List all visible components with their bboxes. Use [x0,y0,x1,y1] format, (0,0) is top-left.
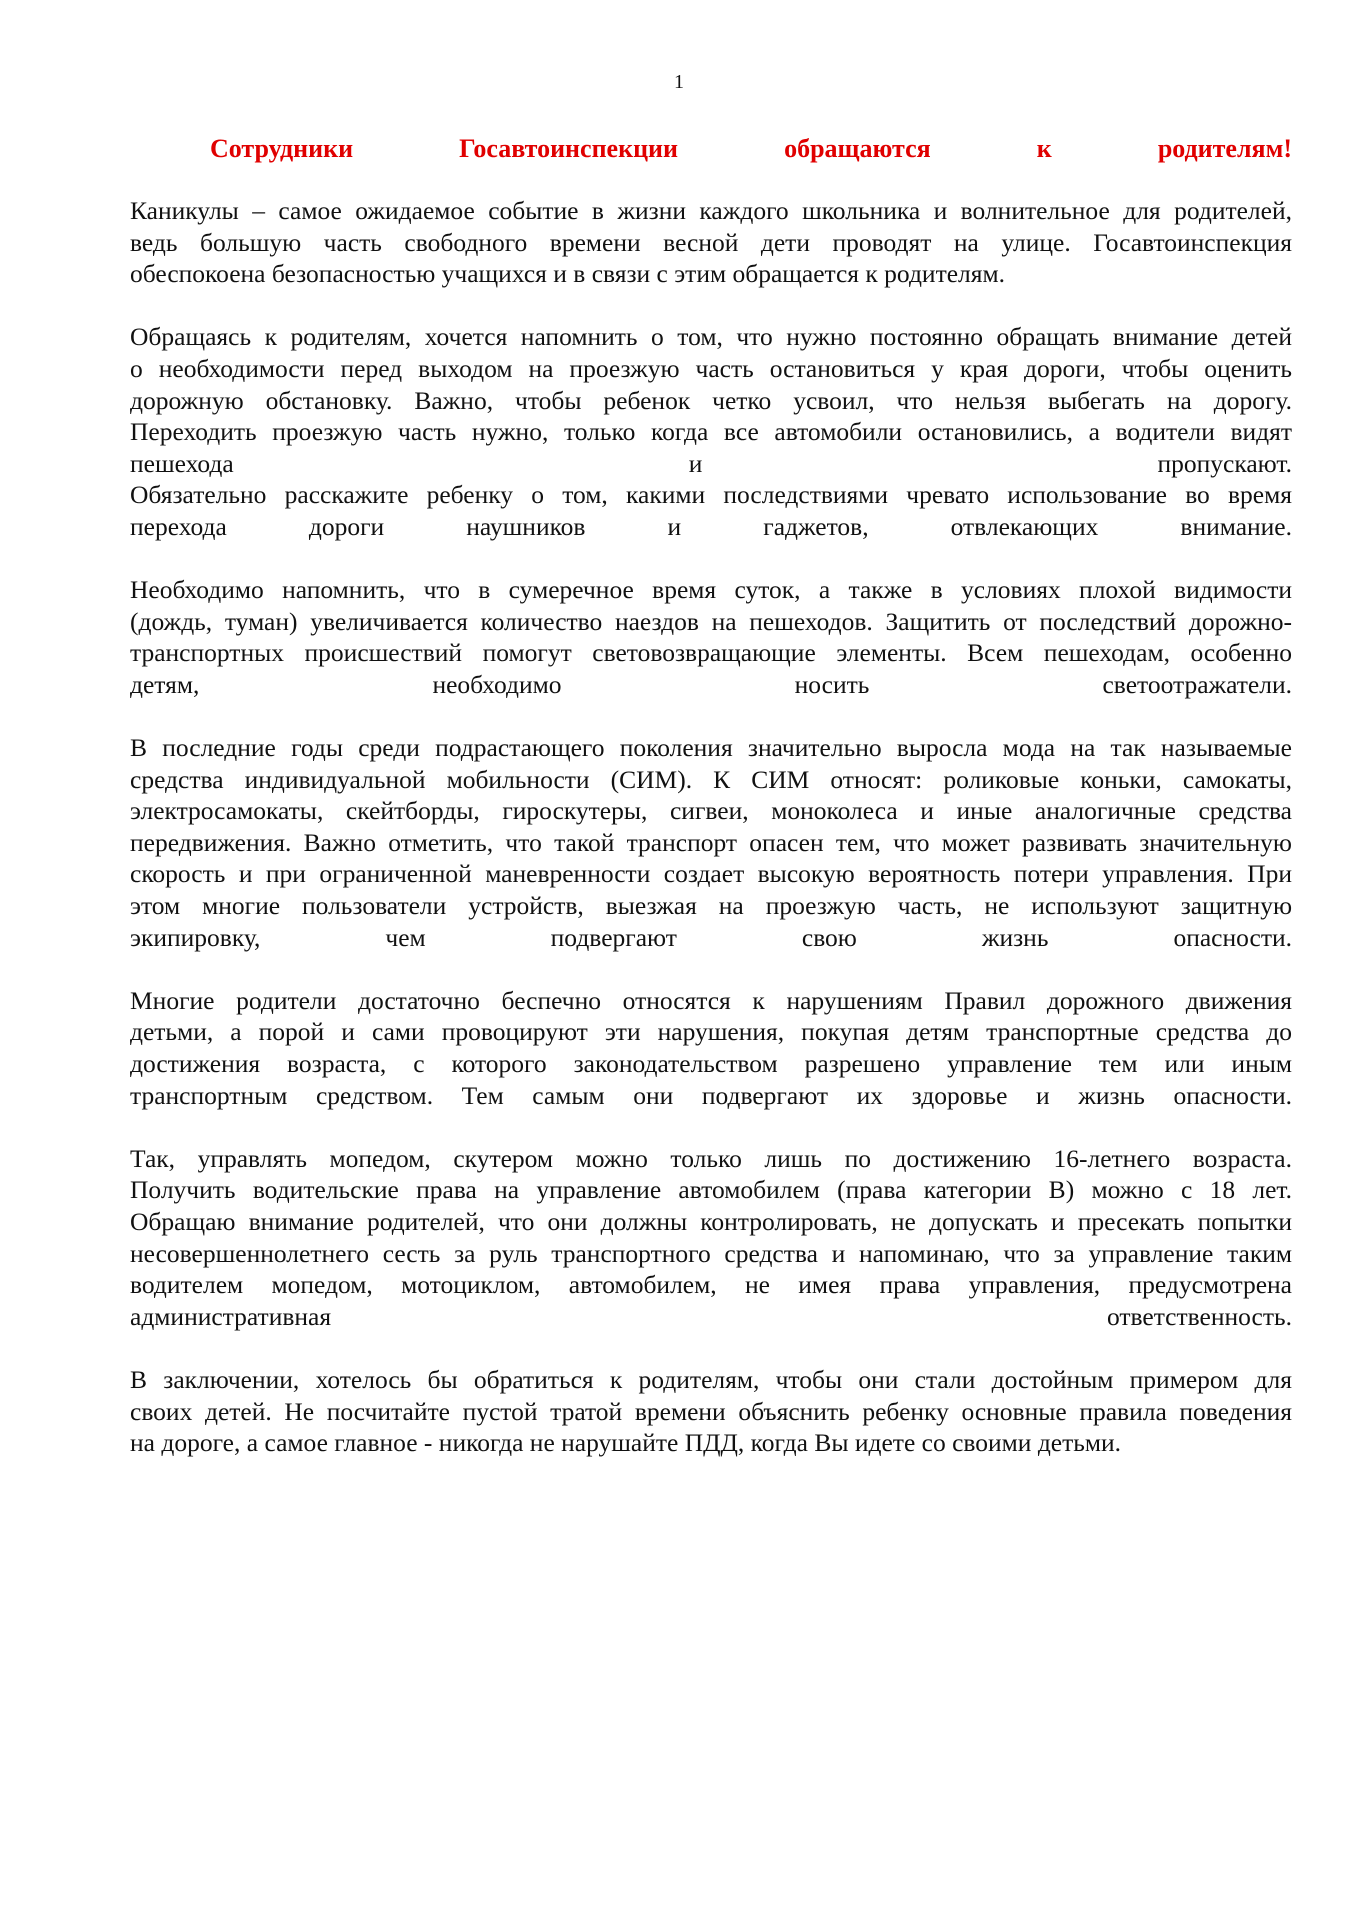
text-line: своих детей. Не посчитайте пустой тратой времени объяснить ребенку основные правила поведения [130,1396,1292,1426]
paragraph [130,321,1292,542]
page-number: 1 [674,71,684,93]
text-line: средства индивидуальной мобильности (СИМ). К СИМ относят: роликовые коньки, самокаты, [130,764,1292,794]
text-line: В последние годы среди подрастающего поколения значительно выросла мода на так называемые [130,733,1292,763]
paragraph [130,195,1292,290]
text-line: скорость и при ограниченной маневренности создает высокую вероятность потери управления. При [130,859,1292,889]
text-line: Обращаю внимание родителей, что они должны контролировать, не допускать и пресекать попытки [130,1207,1292,1236]
text-line: детям, необходимо носить светоотражатели. [130,669,1292,699]
text-line: пешехода и пропускают. [130,448,1292,478]
paragraph [130,1364,1292,1459]
text-line: электросамокаты, скейтборды, гироскутеры, сигвеи, моноколеса и иные аналогичные средства [130,796,1292,826]
page-title: Сотрудники Госавтоинспекции обращаются к родителям! [210,134,1292,163]
paragraph [130,985,1292,1111]
text-line: на дороге, а самое главное - никогда не нарушайте ПДД, когда Вы идете со своими детьми. [130,1428,1122,1458]
text-line: ведь большую часть свободного времени весной дети проводят на улице. Госавтоинспекция [130,227,1292,257]
text-line: Обращаясь к родителям, хочется напомнить о том, что нужно постоянно обращать внимание детей [130,322,1292,352]
text-line: (дождь, туман) увеличивается количество наездов на пешеходов. Защитить от последствий дорожно- [130,606,1292,636]
text-line: Необходимо напомнить, что в сумеречное время суток, а также в условиях плохой видимости [130,575,1292,605]
text-line: водителем мопедом, мотоциклом, автомобилем, не имея права управления, предусмотрена [130,1270,1292,1300]
text-line: Каникулы – самое ожидаемое событие в жизни каждого школьника и волнительное для родителей, [130,196,1292,225]
text-line: несовершеннолетнего сесть за руль транспортного средства и напоминаю, что за управление таким [130,1238,1292,1268]
text-line: транспортных происшествий помогут световозвращающие элементы. Всем пешеходам, особенно [130,638,1292,668]
text-line: передвижения. Важно отметить, что такой транспорт опасен тем, что может развивать значительную [130,827,1292,857]
document-body [130,195,1292,1490]
text-line: детьми, а порой и сами провоцируют эти нарушения, покупая детям транспортные средства до [130,1017,1292,1047]
text-line: этом многие пользователи устройств, выезжая на проезжую часть, не используют защитную [130,891,1292,921]
text-line: административная ответственность. [130,1301,1292,1331]
text-line: Обязательно расскажите ребенку о том, какими последствиями чревато использование во время [130,480,1292,510]
text-line: достижения возраста, с которого законодательством разрешено управление тем или иным [130,1049,1292,1079]
text-line: Многие родители достаточно беспечно относятся к нарушениям Правил дорожного движения [130,985,1292,1015]
paragraph [130,732,1292,953]
paragraph [130,574,1292,700]
text-line: дорожную обстановку. Важно, чтобы ребенок четко усвоил, что нельзя выбегать на дорогу. [130,385,1292,415]
text-line: Так, управлять мопедом, скутером можно только лишь по достижению 16-летнего возраста. [130,1143,1292,1173]
text-line: В заключении, хотелось бы обратиться к родителям, чтобы они стали достойным примером для [130,1364,1292,1394]
text-line: транспортным средством. Тем самым они подвергают их здоровье и жизнь опасности. [130,1080,1292,1110]
text-line: Получить водительские права на управление автомобилем (права категории В) можно с 18 лет. [130,1175,1292,1205]
text-line: перехода дороги наушников и гаджетов, отвлекающих внимание. [130,511,1292,541]
paragraph [130,1143,1292,1333]
text-line: экипировку, чем подвергают свою жизнь опасности. [130,922,1292,952]
text-line: Переходить проезжую часть нужно, только когда все автомобили остановились, а водители видят [130,417,1292,447]
text-line: обеспокоена безопасностью учащихся и в связи с этим обращается к родителям. [130,259,1005,289]
text-line: о необходимости перед выходом на проезжую часть остановиться у края дороги, чтобы оценить [130,353,1292,383]
